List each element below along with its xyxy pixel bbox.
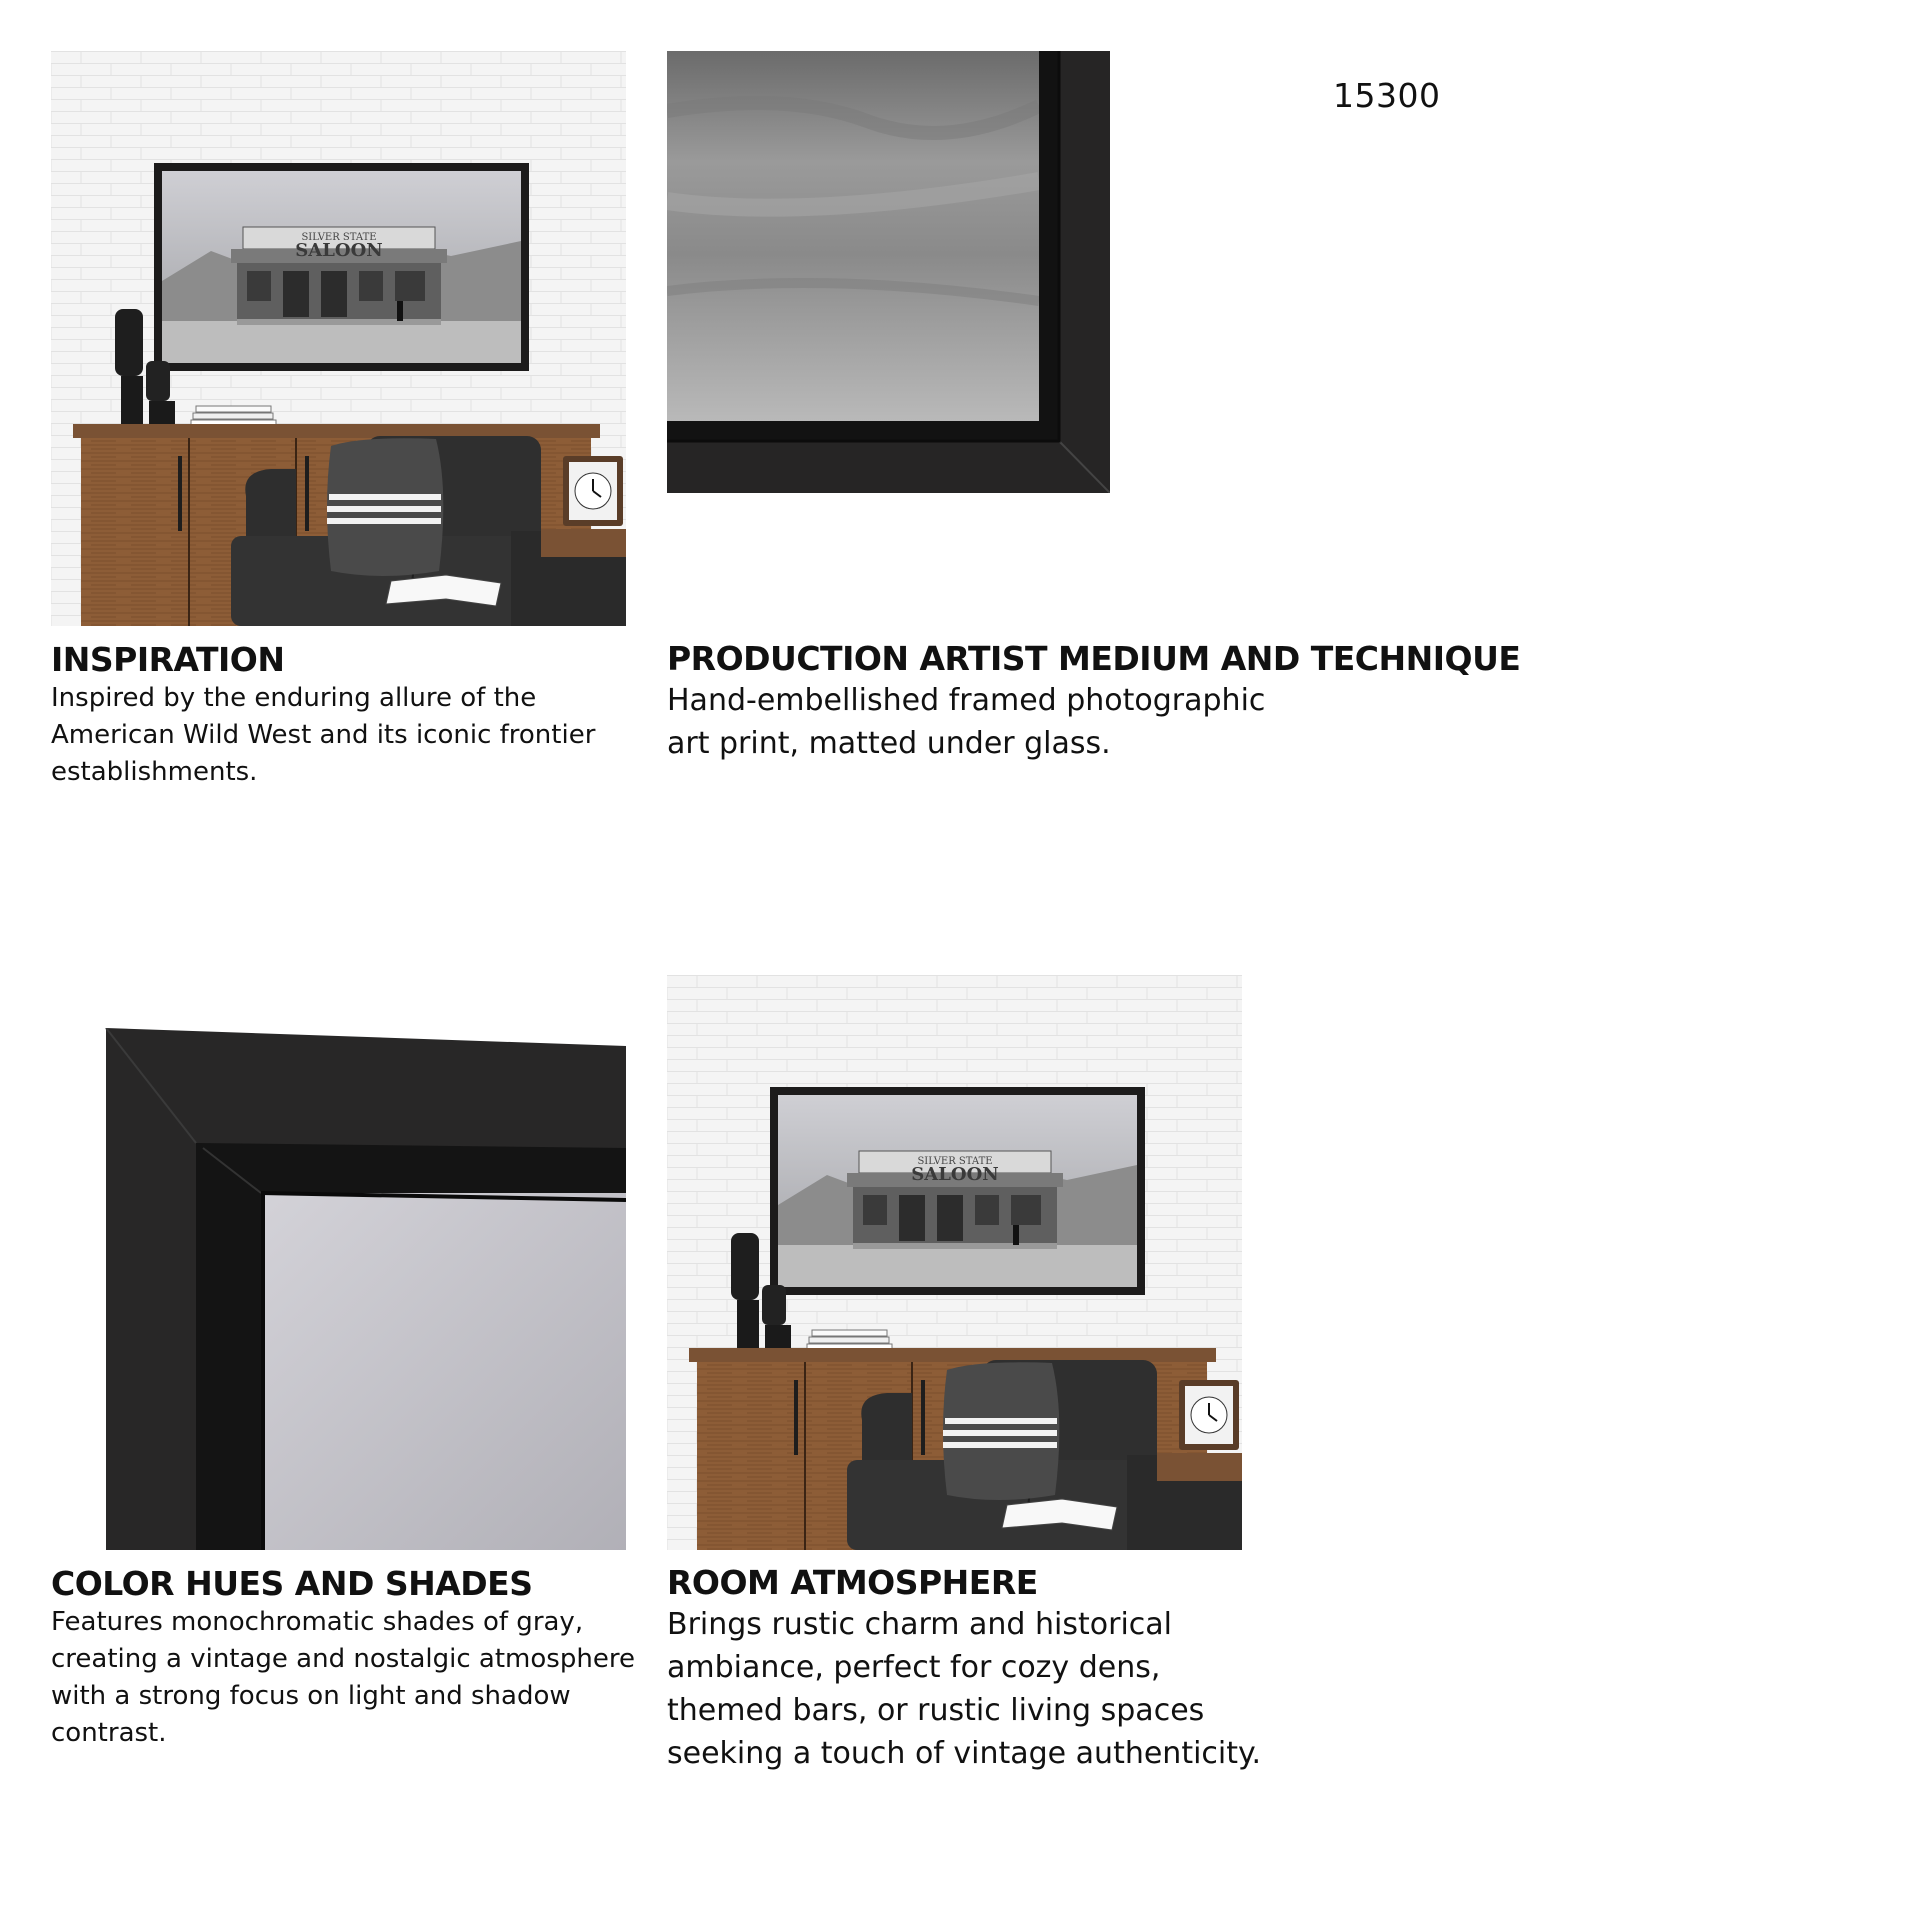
body-line: creating a vintage and nostalgic atmosphere (51, 1644, 635, 1674)
section-production (667, 639, 1567, 765)
section-color (51, 1564, 651, 1752)
body-line: contrast. (51, 1718, 167, 1748)
room-photo-inspiration (51, 51, 626, 626)
body-line: Inspired by the enduring allure of the (51, 683, 537, 713)
frame-corner-color-photo (51, 1028, 626, 1550)
body-line: American Wild West and its iconic frontier (51, 720, 596, 750)
section-heading: COLOR HUES AND SHADES (51, 1564, 533, 1603)
section-inspiration (51, 640, 641, 791)
section-body (51, 680, 641, 791)
section-body (51, 1604, 651, 1752)
body-line: establishments. (51, 757, 258, 787)
room-photo-atmosphere (667, 975, 1242, 1550)
section-heading: INSPIRATION (51, 640, 285, 679)
section-heading: PRODUCTION ARTIST MEDIUM AND TECHNIQUE (667, 639, 1521, 678)
body-line: with a strong focus on light and shadow (51, 1681, 571, 1711)
product-sku: 15300 (1333, 76, 1441, 115)
body-line: Brings rustic charm and historical (667, 1607, 1172, 1642)
section-heading: ROOM ATMOSPHERE (667, 1563, 1038, 1602)
section-body (667, 679, 1567, 765)
body-line: seeking a touch of vintage authenticity. (667, 1736, 1262, 1771)
section-body (667, 1603, 1367, 1775)
section-room (667, 1563, 1367, 1775)
body-line: art print, matted under glass. (667, 726, 1111, 761)
body-line: ambiance, perfect for cozy dens, (667, 1650, 1161, 1685)
body-line: Features monochromatic shades of gray, (51, 1607, 584, 1637)
frame-corner-photo (667, 51, 1110, 493)
body-line: Hand-embellished framed photographic (667, 683, 1266, 718)
body-line: themed bars, or rustic living spaces (667, 1693, 1205, 1728)
